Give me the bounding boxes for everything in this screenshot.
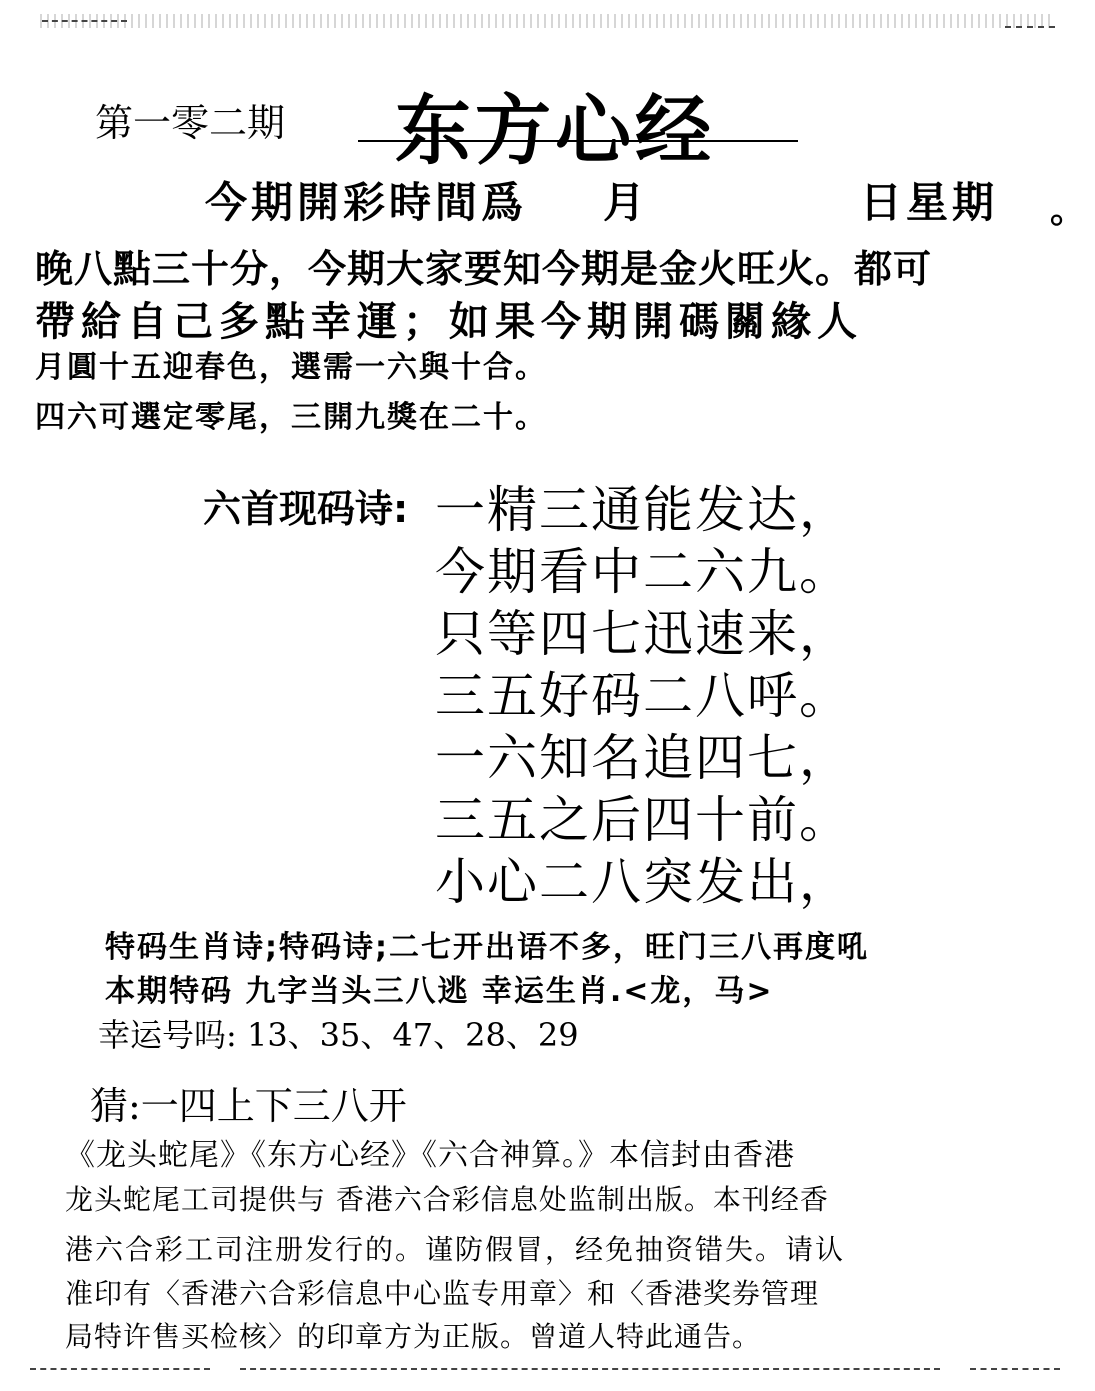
draw-time-label: 今期開彩時間爲 (205, 178, 528, 227)
poem-line: 三五好码二八呼。 (435, 667, 851, 725)
intro-line-2: 帶給自己多點幸運；如果今期開碼關緣人 (35, 299, 863, 345)
footer-line-2: 龙头蛇尾工司提供与 香港六合彩信息处监制出版。本刊经香 (65, 1183, 829, 1216)
footer-line-1: 《龙头蛇尾》《东方心经》《六合神算。》本信封由香港 (65, 1138, 795, 1173)
bottom-rule-mid (240, 1368, 940, 1370)
poem-line: 今期看中二六九。 (435, 543, 851, 601)
poem-line: 一精三通能发达， (435, 481, 851, 539)
special-code-line: 本期特码 九字当头三八逃 幸运生肖.<龙，马> (105, 974, 774, 1009)
bottom-rule-left (30, 1368, 210, 1370)
scan-speckle (40, 14, 1050, 28)
bottom-rule-right (970, 1368, 1060, 1370)
poem-line: 三五之后四十前。 (435, 791, 851, 849)
draw-time-month: 月 (603, 178, 646, 227)
footer-line-3: 港六合彩工司注册发行的。谨防假冒，经免抽资错失。请认 (65, 1233, 846, 1266)
footer-line-5: 局特许售买检核〉的印章方为正版。曾道人特此通告。 (65, 1320, 762, 1353)
draw-time-end: 。 (1050, 190, 1087, 231)
poem-line: 只等四七迅速来， (435, 605, 851, 663)
top-rule-right (1005, 26, 1055, 28)
issue-number: 第一零二期 (95, 101, 286, 145)
footer-line-4: 准印有〈香港六合彩信息中心监专用章〉和〈香港奖券管理 (65, 1277, 820, 1310)
top-rule-left (42, 20, 127, 22)
poem-line: 一六知名追四七， (435, 729, 851, 787)
draw-time-weekday: 日星期 (860, 178, 999, 227)
lucky-numbers: 幸运号吗: 13、35、47、28、29 (98, 1016, 579, 1054)
guess-line: 猜:一四上下三八开 (90, 1084, 407, 1128)
poem-line: 小心二八突发出， (435, 853, 851, 911)
page-title: 东方心经 (395, 86, 715, 175)
special-poem-line: 特码生肖诗;特码诗;二七开出语不多，旺门三八再度吼 (105, 930, 869, 965)
intro-line-1: 晚八點三十分，今期大家要知今期是金火旺火。都可 (35, 247, 933, 291)
intro-verse-2: 四六可選定零尾，三開九獎在二十。 (35, 400, 547, 435)
poem-label: 六首现码诗: (203, 487, 409, 531)
intro-verse-1: 月圓十五迎春色，選需一六與十合。 (35, 350, 547, 385)
